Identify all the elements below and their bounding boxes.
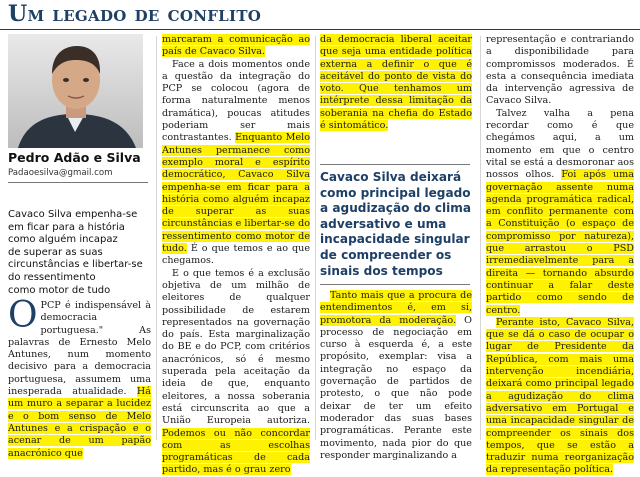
pull-quote bbox=[320, 170, 476, 279]
paragraph bbox=[162, 34, 310, 59]
article-column-3-bottom bbox=[320, 290, 472, 462]
highlighted-text: marcaram a comunicação ao país de Cavaco Silva. bbox=[162, 34, 310, 58]
body-text: PCP é indispensável à democracia portuguesa." As palavras de Ernesto Melo Antunes, num momento decisivo para a democracia portuguesa, assumem uma inesperada atualidade. bbox=[8, 300, 151, 398]
summary-line: como motor de tudo bbox=[8, 284, 111, 296]
highlighted-text: Enquanto Melo Antunes permanece como exemplo moral e espírito democrático, Cavaco Silva empenha-se em ficar para a história como alguém incapaz de superar as suas circunstâncias e libertar-se do ressentimento como motor de tudo. bbox=[162, 132, 310, 255]
summary-line: de superar as suas bbox=[8, 246, 103, 258]
paragraph bbox=[162, 268, 310, 477]
drop-cap: O bbox=[8, 295, 38, 336]
headline: Um legado de conflito bbox=[8, 1, 262, 27]
body-text: Face a dois momentos onde a questão da integração do PCP se colocou (agora de forma naturalmente menos dramática), poucas atitudes poderiam ser mais contrastantes. bbox=[162, 58, 310, 144]
highlighted-text: Foi após uma governação assente numa agenda programática radical, em conflito permanente com a Constituição (o espaço de compromisso por natureza), que arrastou o PSD irremediavelmente para a direita — tornando absurdo continuar a falar deste partido como sendo de centro. bbox=[486, 169, 634, 316]
paragraph bbox=[486, 108, 634, 317]
pull-quote-rule-bottom bbox=[320, 284, 470, 285]
author-portrait bbox=[8, 34, 143, 148]
paragraph bbox=[320, 34, 472, 132]
column-separator bbox=[315, 36, 316, 440]
paragraph bbox=[162, 59, 310, 268]
article-column-2 bbox=[162, 34, 310, 477]
pull-quote-line: adversativo e uma bbox=[320, 216, 447, 231]
paragraph bbox=[320, 290, 472, 462]
highlighted-text: Podemos ou não concordar com as escolhas programáticas de cada partido, mas é o grau zero bbox=[162, 427, 310, 476]
body-text: O processo de negociação em curso à esquerda é, a este propósito, exemplar: visa a integração no espaço da governação de partidos de protesto, o que não pode deixar de ter um efeito moderador das suas bases programáticas. Perante este movimento, nada pior do que responder marginalizando a bbox=[320, 314, 472, 461]
pull-quote-line: de compreender os bbox=[320, 247, 452, 262]
pull-quote-line: a agudização do clima bbox=[320, 201, 472, 216]
pull-quote-line: incapacidade singular bbox=[320, 232, 470, 247]
highlighted-text: Perante isto, Cavaco Silva, que se dá o caso de ocupar o lugar de Presidente da República, com mais uma intervenção incendiária, deixará como principal legado a agudização do clima adversativo em Portugal e uma incapacidade singular de compreender os sinais dos tempos, que se estão a traduzir numa reorganização da representação política. bbox=[486, 316, 634, 476]
pull-quote-line: sinais dos tempos bbox=[320, 263, 443, 278]
author-photo bbox=[8, 34, 143, 148]
author-name: Pedro Adão e Silva bbox=[8, 150, 141, 165]
highlighted-text: Tanto mais que a procura de entendimentos é, em si, promotora da moderação. bbox=[320, 290, 472, 326]
author-divider bbox=[8, 182, 148, 183]
body-text: E o que temos é a exclusão objetiva de um milhão de eleitores de qualquer possibilidade de estarem representados na governação do país. Esta marginalização do BE e do PCP, com critérios anacrónicos, só é mesmo superada pela aceitação da ideia de que, enquanto eleitores, a nossa soberania está circunscrita ao que a União Europeia autoriza. bbox=[162, 267, 310, 427]
summary-line: em ficar para a história bbox=[8, 221, 125, 233]
paragraph bbox=[486, 34, 634, 108]
summary-standfirst bbox=[8, 209, 148, 297]
paragraph bbox=[486, 317, 634, 477]
body-text: Talvez valha a pena recordar como é que chegámos aqui, a um momento em que o centro vital se está a desmoronar aos nossos olhos. bbox=[486, 107, 634, 181]
summary-line: como alguém incapaz bbox=[8, 234, 118, 246]
pull-quote-line: como principal legado bbox=[320, 185, 471, 200]
article-column-4 bbox=[486, 34, 634, 477]
summary-line: circunstâncias e libertar-se bbox=[8, 259, 143, 271]
headline-rule bbox=[0, 29, 640, 30]
author-email: Padaoesilva@gmail.com bbox=[8, 168, 113, 178]
summary-line: Cavaco Silva empenha-se bbox=[8, 209, 138, 220]
article-column-1 bbox=[8, 295, 151, 460]
body-text: representação e contrariando a disponibilidade para compromissos moderados. É esta a consequência imediata da intervenção agressiva de Cavaco Silva. bbox=[486, 34, 634, 107]
paragraph bbox=[8, 295, 151, 460]
summary-line: do ressentimento bbox=[8, 271, 96, 283]
article-column-3-top bbox=[320, 34, 472, 132]
highlighted-text: da democracia liberal aceitar que seja uma entidade política externa a definir o que é aceitável do ponto de vista do voto. Que tenhamos um intérprete dessa limitação da soberania na chefia do Estado é sintomático. bbox=[320, 34, 472, 132]
pull-quote-line: Cavaco Silva deixará bbox=[320, 170, 462, 184]
column-separator bbox=[480, 36, 481, 440]
column-separator bbox=[156, 36, 157, 440]
body-text: É o que temos e ao que chegamos. bbox=[162, 243, 310, 267]
pull-quote-rule-top bbox=[320, 164, 470, 165]
highlighted-text: Há um muro a separar a lucidez e o bom senso de Melo Antunes e a crispação e o acenar de um papão anacrónico que bbox=[8, 386, 151, 459]
